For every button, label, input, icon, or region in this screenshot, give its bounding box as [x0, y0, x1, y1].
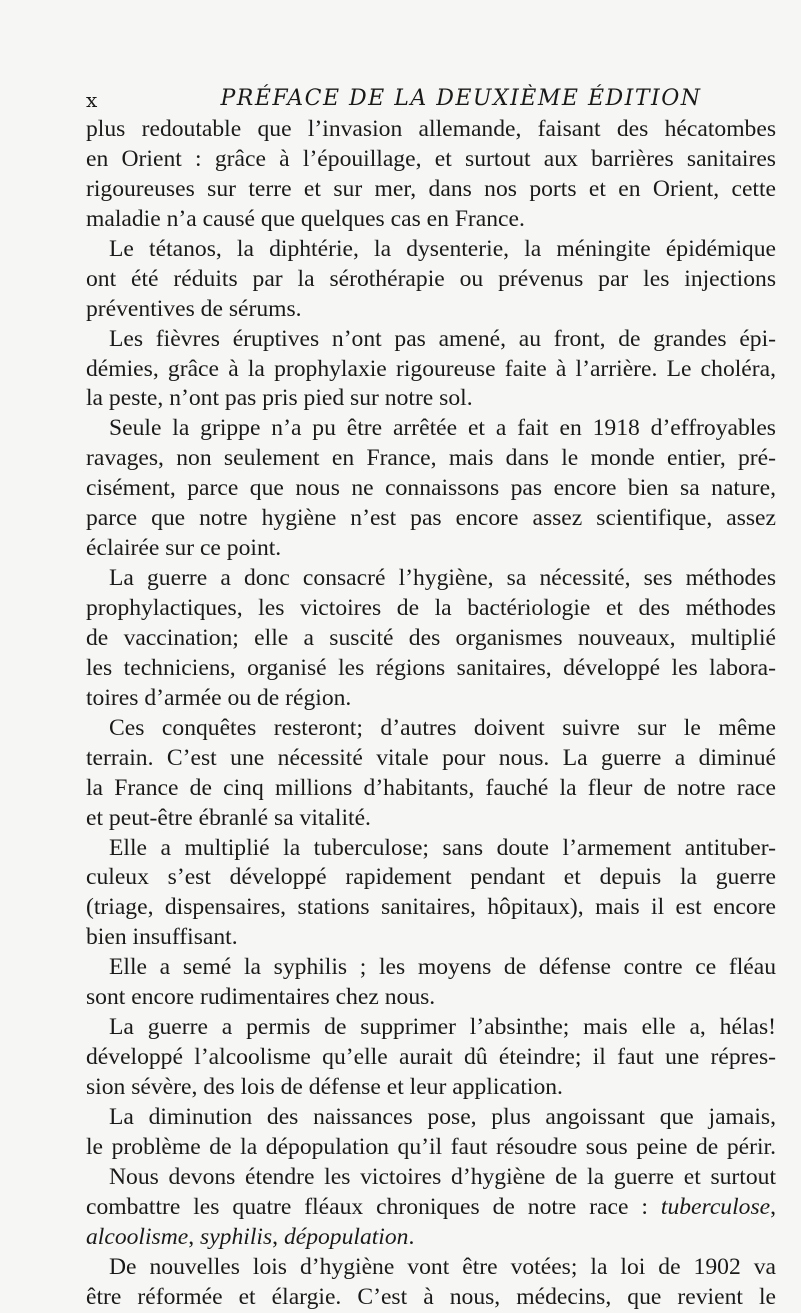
italic-term-syphilis: syphilis [200, 1223, 273, 1250]
period: . [408, 1223, 415, 1250]
text-line: Le tétanos, la diphtérie, la dysenterie, la méningite épidémique [109, 235, 776, 262]
text-line: La guerre a permis de supprimer l’absinthe; mais elle a, hélas! [109, 1014, 776, 1041]
text-line: maladie n’a causé que quelques cas en France. [86, 205, 525, 232]
text-line: ravages, non seulement en France, mais dans le monde entier, pré- [86, 445, 776, 472]
text-line: toires d’armée ou de région. [86, 684, 352, 711]
text-line: Elle a multiplié la tuberculose; sans doute l’armement antituber- [109, 834, 776, 861]
text-line: préventives de sérums. [86, 295, 302, 322]
text-line-with-italics [86, 1193, 776, 1223]
italic-term-tuberculose: tuberculose [660, 1193, 771, 1220]
text-line: La guerre a donc consacré l’hygiène, sa nécessité, ses méthodes [109, 565, 776, 592]
page-header [86, 80, 776, 120]
text-line: prophylactiques, les victoires de la bactériologie et des méthodes [86, 595, 776, 621]
body-text [86, 115, 776, 1313]
text-line: la France de cinq millions d’habitants, fauché la fleur de notre race [86, 774, 776, 801]
text-line: La diminution des naissances pose, plus angoissant que jamais, [109, 1103, 776, 1130]
text-line: Nous devons étendre les victoires d’hygiène de la guerre et surtout [109, 1163, 776, 1190]
text-line: plus redoutable que l’invasion allemande, faisant des hécatombes [86, 116, 776, 142]
page-number: x [86, 88, 99, 112]
text-line: Seule la grippe n’a pu être arrêtée et a fait en 1918 d’effroyables [109, 415, 776, 442]
text-line: parce que notre hygiène n’est pas encore assez scientifique, assez [86, 505, 776, 532]
comma: , [188, 1223, 201, 1250]
text-line: De nouvelles lois d’hygiène vont être votées; la loi de 1902 va [109, 1253, 776, 1280]
italic-term-alcoolisme: alcoolisme [86, 1223, 189, 1250]
comma: , [770, 1193, 776, 1220]
italic-term-depopulation: dépopulation [283, 1223, 409, 1250]
text-line: ont été réduits par la sérothérapie ou prévenus par les injections [86, 265, 776, 292]
text-line: en Orient : grâce à l’épouillage, et surtout aux barrières sanitaires [86, 145, 776, 172]
text-line-with-italics [86, 1223, 776, 1253]
text-line: éclairée sur ce point. [86, 535, 282, 562]
text-line: sont encore rudimentaires chez nous. [86, 984, 436, 1011]
line-text: combattre les quatre fléaux chroniques de notre race : [86, 1193, 661, 1220]
text-line: de vaccination; elle a suscité des organismes nouveaux, multiplié [86, 624, 776, 651]
text-line: et peut-être ébranlé sa vitalité. [86, 804, 371, 831]
text-line: la peste, n’ont pas pris pied sur notre sol. [86, 385, 473, 412]
text-line: rigoureuses sur terre et sur mer, dans nos ports et en Orient, cette [86, 175, 776, 202]
text-line: sion sévère, des lois de défense et leur application. [86, 1074, 563, 1100]
text-line: démies, grâce à la prophylaxie rigoureuse faite à l’arrière. Le choléra, [86, 355, 776, 382]
text-line: les techniciens, organisé les régions sanitaires, développé les labora- [86, 654, 776, 681]
text-line: Ces conquêtes resteront; d’autres doivent suivre sur le même [109, 714, 776, 741]
text-line: bien insuffisant. [86, 924, 238, 951]
text-line: Elle a semé la syphilis ; les moyens de défense contre ce fléau [109, 954, 776, 981]
text-line: Les fièvres éruptives n’ont pas amené, au front, de grandes épi- [109, 325, 776, 352]
text-line: (triage, dispensaires, stations sanitaires, hôpitaux), mais il est encore [86, 894, 776, 921]
comma: , [272, 1223, 284, 1250]
text-line: cisément, parce que nous ne connaissons pas encore bien sa nature, [86, 475, 776, 502]
text-line: terrain. C’est une nécessité vitale pour nous. La guerre a diminué [86, 744, 776, 771]
text-line: culeux s’est développé rapidement pendant et depuis la guerre [86, 864, 776, 891]
text-line: développé l’alcoolisme qu’elle aurait dû éteindre; il faut une répres- [86, 1044, 776, 1071]
text-line: le problème de la dépopulation qu’il faut résoudre sous peine de périr. [86, 1133, 776, 1160]
text-line: être réformée et élargie. C’est à nous, médecins, que revient le [86, 1283, 776, 1310]
running-title: PRÉFACE DE LA DEUXIÈME ÉDITION [220, 86, 702, 111]
